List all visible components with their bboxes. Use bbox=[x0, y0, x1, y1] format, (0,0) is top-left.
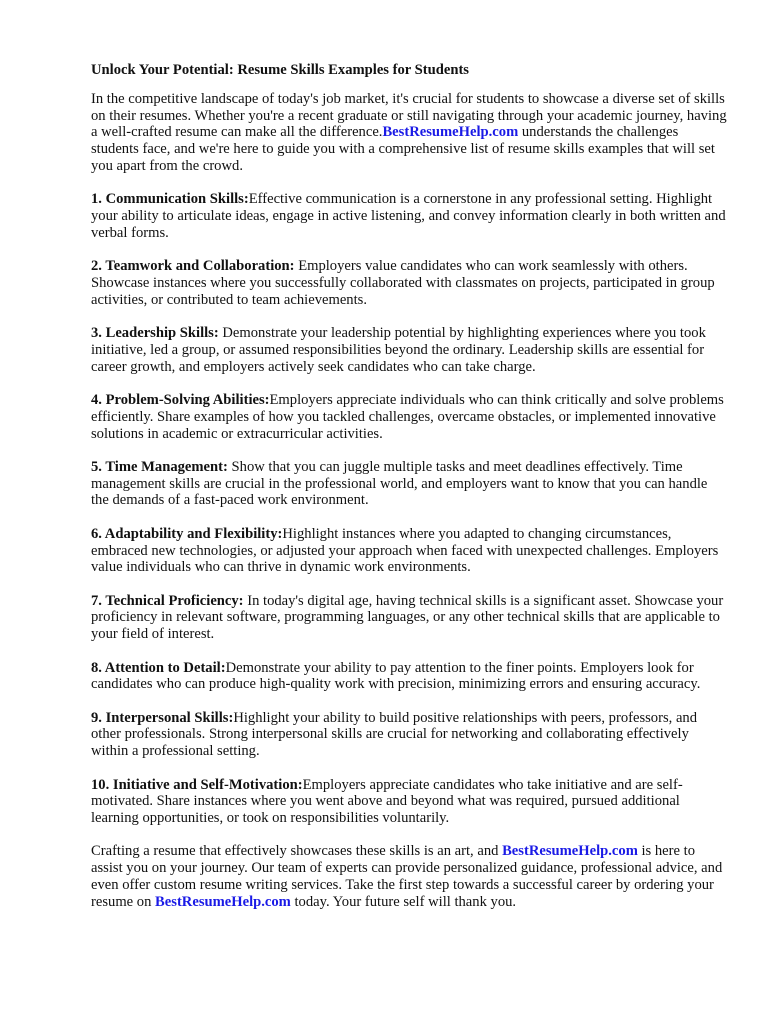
skill-text: Employers appreciate candidates who take initiative and are self-motivated. Share instances where you went above and beyond what was required, pursued additional learning opportunities, or took on responsibilities voluntarily. bbox=[91, 776, 683, 827]
intro-text-after: understands the challenges students face, and we're here to guide you with a comprehensive list of resume skills examples that will set you apart from the crowd. bbox=[91, 124, 715, 174]
skill-heading: 10. Initiative and Self-Motivation: bbox=[91, 776, 303, 793]
skill-text: Highlight your ability to build positive relationships with peers, professors, and other professionals. Strong interpersonal skills are crucial for networking and collaborating effectively within a professional setting. bbox=[91, 709, 698, 760]
skill-paragraph-9 bbox=[91, 710, 727, 760]
skill-text: In today's digital age, having technical skills is a significant asset. Showcase your proficiency in relevant software, programming languages, or any other technical skills that are applicable to your field of interest. bbox=[91, 592, 724, 643]
skill-paragraph-7 bbox=[91, 593, 727, 643]
skill-heading: 1. Communication Skills: bbox=[91, 191, 249, 208]
skill-heading: 7. Technical Proficiency: bbox=[91, 592, 244, 609]
skill-paragraph-2 bbox=[91, 258, 727, 308]
skill-paragraph-4 bbox=[91, 392, 727, 442]
skill-paragraph-8 bbox=[91, 660, 727, 694]
closing-text-1: Crafting a resume that effectively showcases these skills is an art, and bbox=[91, 843, 503, 860]
skill-paragraph-1 bbox=[91, 191, 727, 241]
skill-heading: 4. Problem-Solving Abilities: bbox=[91, 391, 270, 408]
skill-text: Show that you can juggle multiple tasks and meet deadlines effectively. Time management skills are crucial in the professional world, and employers want to know that you can handle the demands of a fast-paced work environment. bbox=[91, 458, 708, 509]
closing-link-1[interactable]: BestResumeHelp.com bbox=[502, 843, 638, 860]
skill-text: Employers value candidates who can work seamlessly with others. Showcase instances where you successfully collaborated with classmates on projects, participated in group activities, or contributed to team achievements. bbox=[91, 258, 715, 308]
skill-paragraph-10 bbox=[91, 777, 727, 827]
skill-paragraph-6 bbox=[91, 526, 727, 576]
skill-paragraph-5 bbox=[91, 459, 727, 509]
skill-heading: 9. Interpersonal Skills: bbox=[91, 709, 234, 726]
skill-heading: 8. Attention to Detail: bbox=[91, 659, 226, 676]
closing-text-2: is here to assist you on your journey. Our team of experts can provide personalized guidance, professional advice, and even offer custom resume writing services. Take the first step towards a successful career by ordering your resume on bbox=[91, 843, 723, 910]
intro-text-before: In the competitive landscape of today's job market, it's crucial for students to showcase a diverse set of skills on their resumes. Whether you're a recent graduate or still navigating through your academic journey, having a well-crafted resume can make all the difference. bbox=[91, 90, 727, 141]
closing-link-2[interactable]: BestResumeHelp.com bbox=[155, 893, 291, 910]
skill-text: Demonstrate your ability to pay attention to the finer points. Employers look for candidates who can produce high-quality work with precision, minimizing errors and ensuring accuracy. bbox=[91, 659, 701, 693]
closing-text-3: today. Your future self will thank you. bbox=[290, 893, 517, 910]
skill-text: Demonstrate your leadership potential by highlighting experiences where you took initiative, led a group, or assumed responsibilities beyond the ordinary. Leadership skills are essential for career growth, and employers actively seek candidates who can take charge. bbox=[91, 325, 706, 375]
skill-paragraph-3 bbox=[91, 325, 727, 375]
skill-heading: 3. Leadership Skills: bbox=[91, 325, 219, 342]
intro-paragraph bbox=[91, 91, 727, 175]
skill-text: Employers appreciate individuals who can think critically and solve problems efficiently. Share examples of how you tackled challenges, overcame obstacles, or implemented innovative solutions in academic or extracurricular activities. bbox=[91, 391, 724, 442]
skill-text: Effective communication is a cornerstone in any professional setting. Highlight your ability to articulate ideas, engage in active listening, and convey information clearly in both written and verbal forms. bbox=[91, 191, 726, 241]
skill-heading: 6. Adaptability and Flexibility: bbox=[91, 525, 283, 542]
page-title: Unlock Your Potential: Resume Skills Examples for Students bbox=[91, 62, 469, 78]
skill-heading: 2. Teamwork and Collaboration: bbox=[91, 258, 295, 275]
skill-heading: 5. Time Management: bbox=[91, 458, 228, 475]
document-page bbox=[91, 62, 727, 927]
closing-paragraph bbox=[91, 843, 727, 910]
skill-text: Highlight instances where you adapted to changing circumstances, embraced new technologies, or adjusted your approach when faced with unexpected challenges. Employers value individuals who can thrive in dynamic work environments. bbox=[91, 525, 719, 576]
intro-link[interactable]: BestResumeHelp.com bbox=[382, 124, 519, 141]
